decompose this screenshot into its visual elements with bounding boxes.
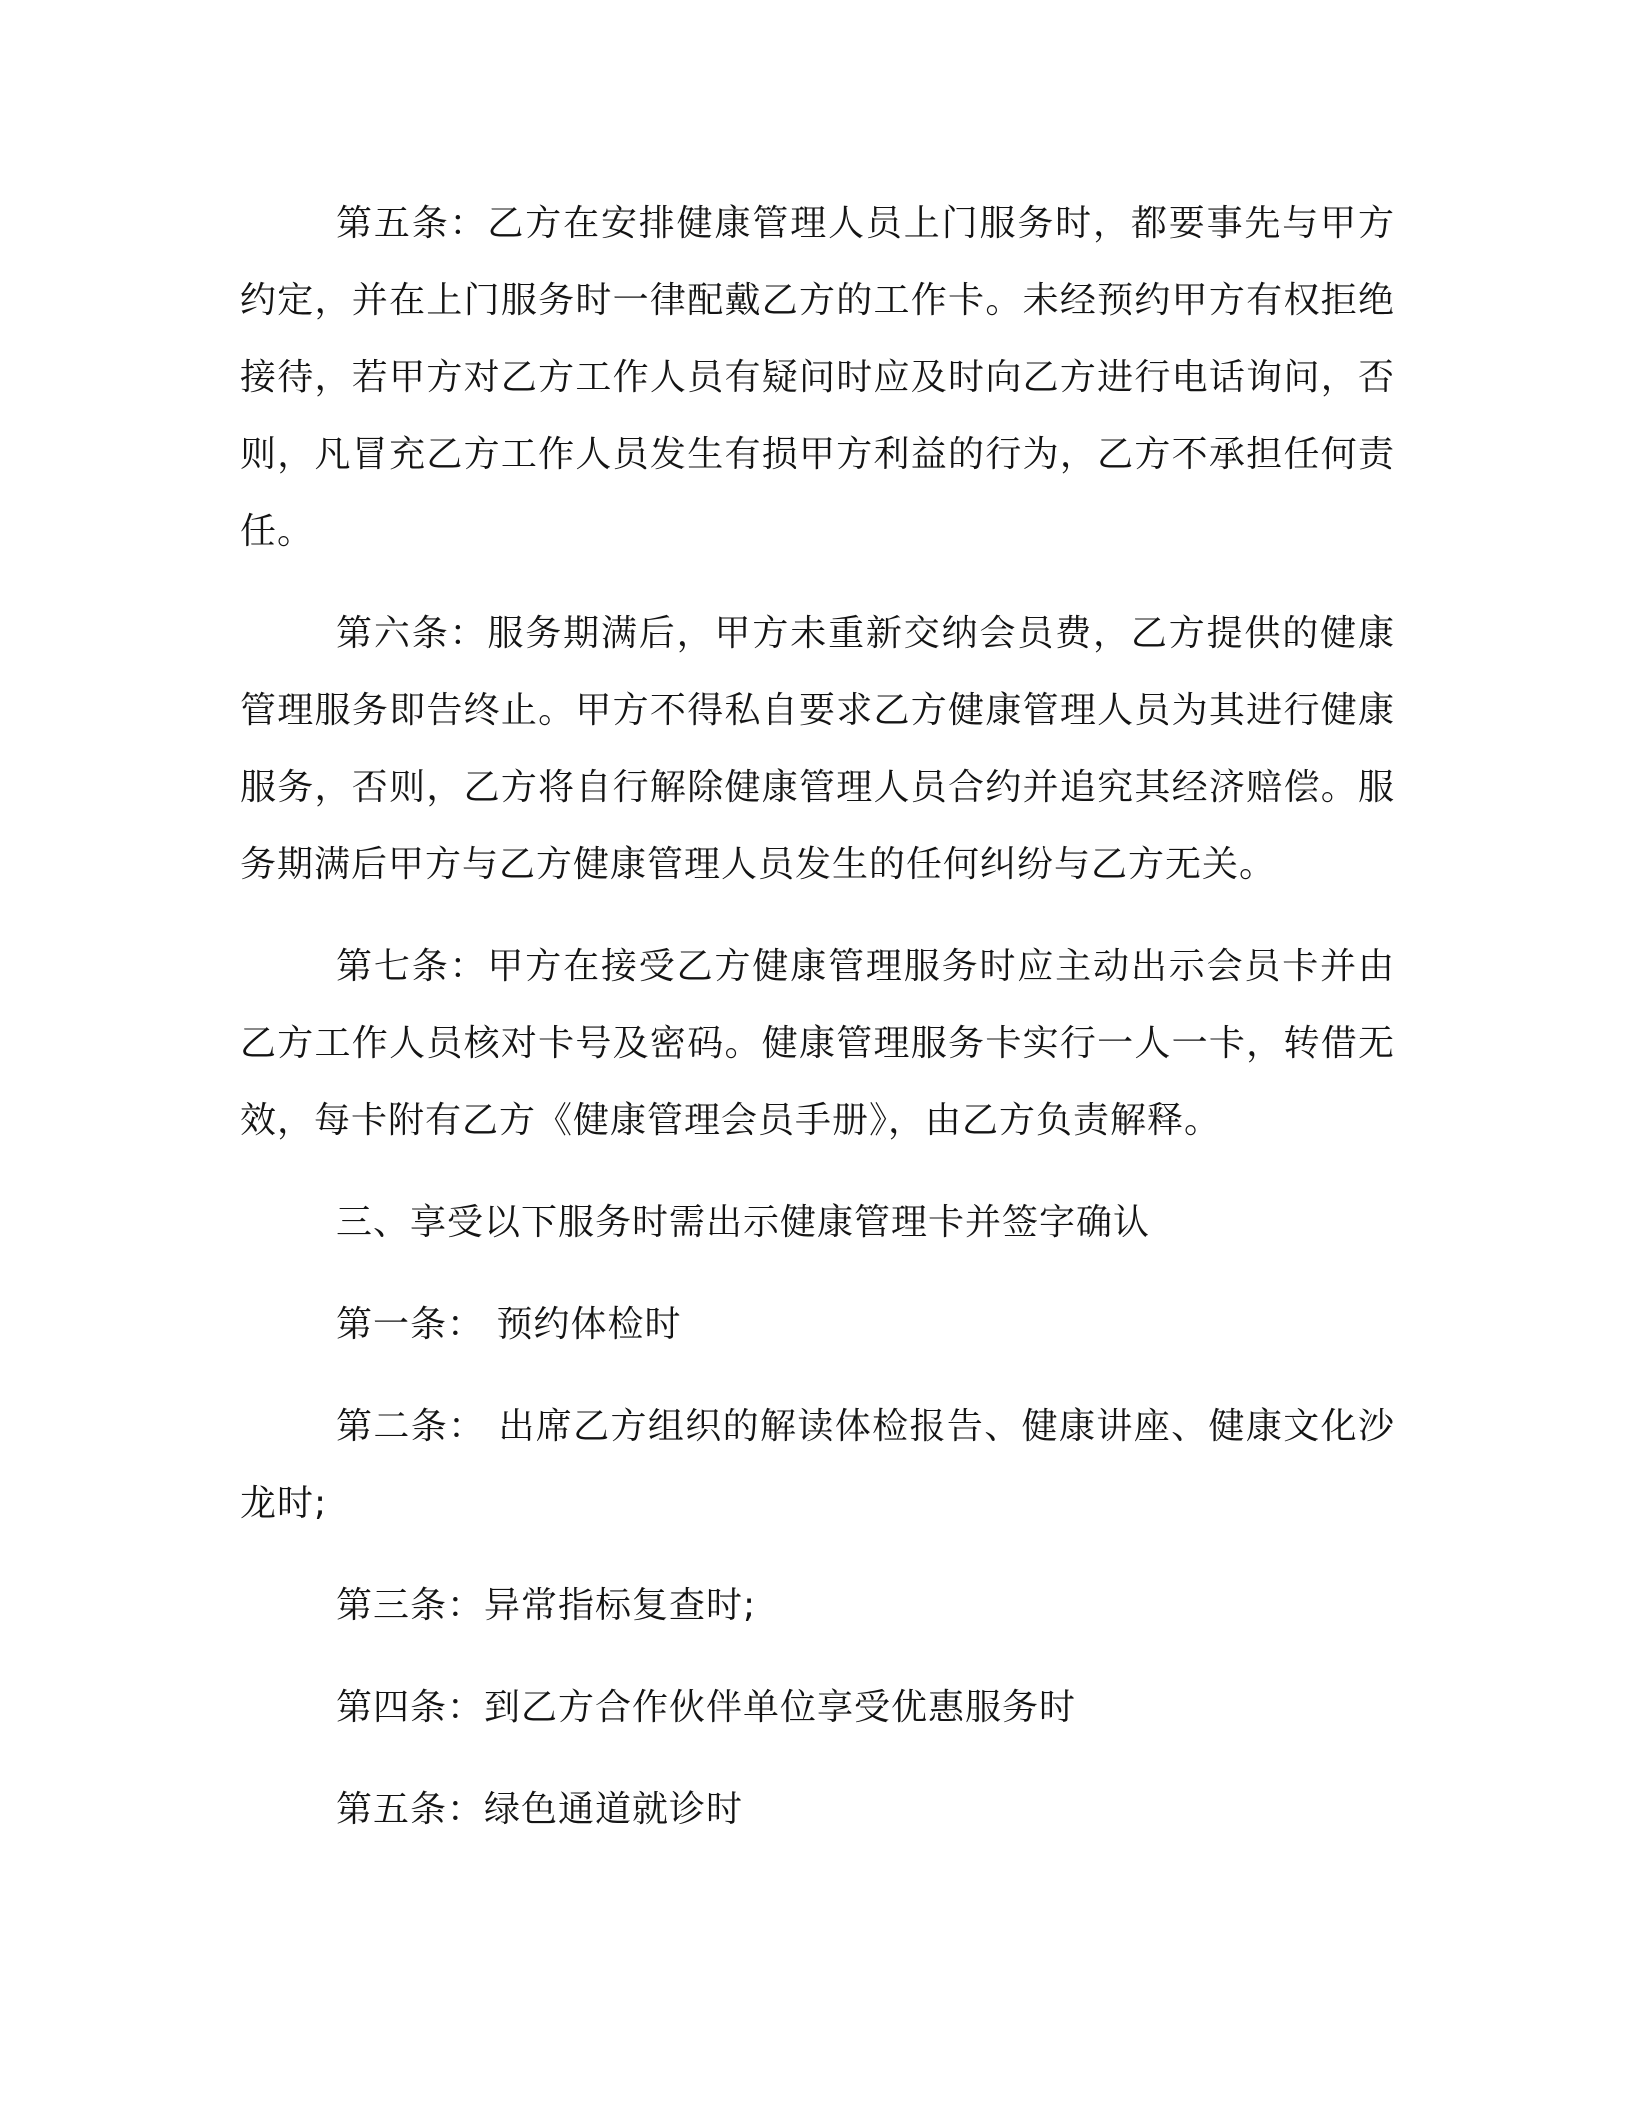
clause-5-home-service: 第五条：乙方在安排健康管理人员上门服务时，都要事先与甲方约定，并在上门服务时一律配戴乙方的工作卡。未经预约甲方有权拒绝接待，若甲方对乙方工作人员有疑问时应及时向乙方进行电话询问，否则，凡冒充乙方工作人员发生有损甲方利益的行为，乙方不承担任何责任。 [240, 203, 1395, 552]
section-3-clause-1: 第一条： 预约体检时 [336, 1304, 682, 1345]
clause-6-service-expiry: 第六条：服务期满后，甲方未重新交纳会员费，乙方提供的健康管理服务即告终止。甲方不得私自要求乙方健康管理人员为其进行健康服务，否则，乙方将自行解除健康管理人员合约并追究其经济赔偿。服务期满后甲方与乙方健康管理人员发生的任何纠纷与乙方无关。 [240, 613, 1395, 885]
clause-7-member-card: 第七条：甲方在接受乙方健康管理服务时应主动出示会员卡并由乙方工作人员核对卡号及密码。健康管理服务卡实行一人一卡，转借无效，每卡附有乙方《健康管理会员手册》，由乙方负责解释。 [240, 946, 1395, 1141]
section-3-clause-2: 第二条： 出席乙方组织的解读体检报告、健康讲座、健康文化沙龙时; [240, 1406, 1395, 1524]
section-3-clause-3: 第三条：异常指标复查时; [336, 1585, 757, 1626]
section-3-clause-4: 第四条：到乙方合作伙伴单位享受优惠服务时 [336, 1687, 1077, 1728]
section-3-clause-5: 第五条：绿色通道就诊时 [336, 1789, 744, 1830]
section-3-heading: 三、享受以下服务时需出示健康管理卡并签字确认 [336, 1202, 1151, 1243]
document-body [240, 185, 1395, 1873]
